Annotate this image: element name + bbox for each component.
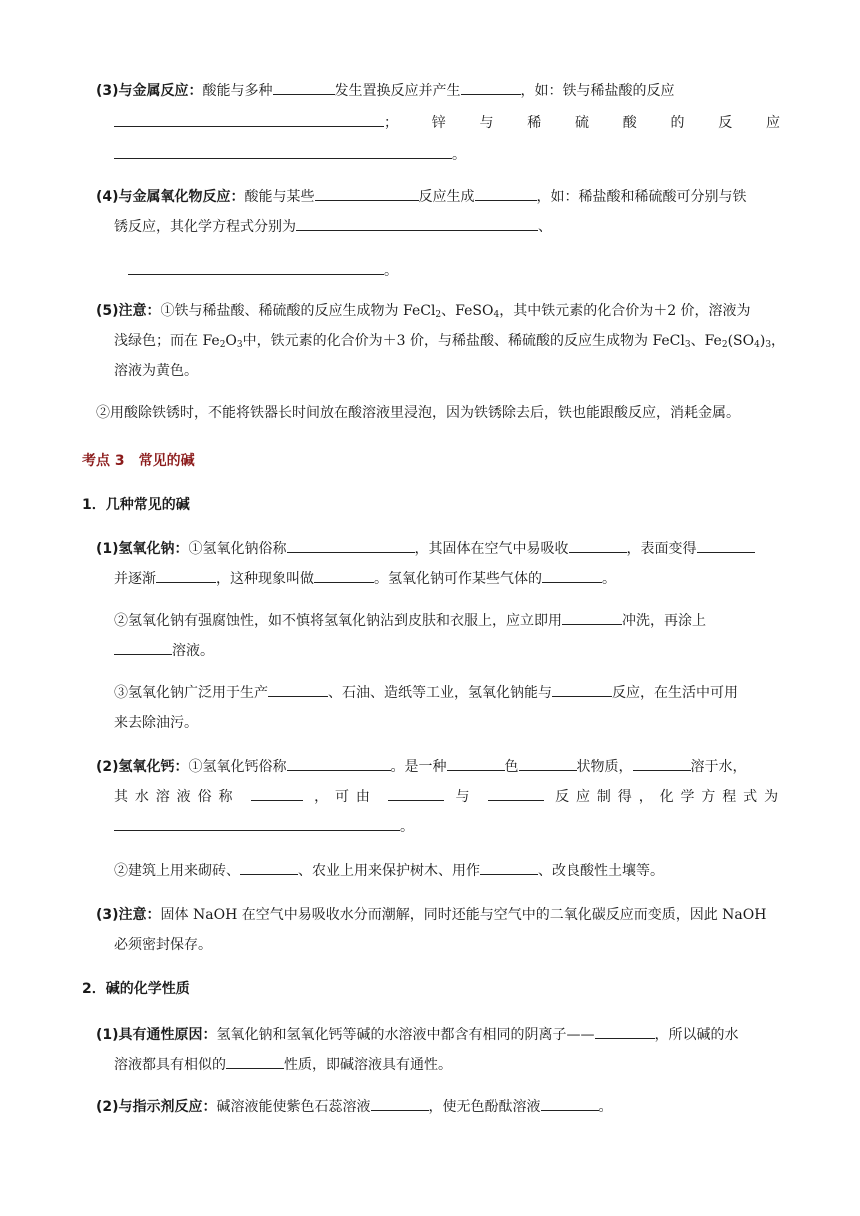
g2-line1: (2)与指示剂反应：碱溶液能使紫色石蕊溶液 ，使无色酚酞溶液 。 — [96, 1092, 613, 1122]
g1-line1: (1)具有通性原因：氢氧化钠和氢氧化钙等碱的水溶液中都含有相同的阴离子—— ，所以碱的水 — [96, 1020, 739, 1050]
blank — [541, 1096, 599, 1111]
s3-zinc-text: ；锌与稀硫酸的反应 — [384, 115, 780, 131]
s5-label: (5)注意： — [96, 303, 161, 319]
caoh-label: (2)氢氧化钙： — [96, 759, 189, 775]
blank — [562, 610, 622, 625]
blank — [633, 756, 691, 771]
naoh-line6: 来去除油污。 — [114, 715, 198, 731]
blank — [240, 860, 298, 875]
blank — [114, 640, 172, 655]
blank — [128, 260, 384, 275]
blank — [388, 786, 444, 801]
caoh-line4: ②建筑上用来砌砖、 、农业上用来保护树木、用作 、改良酸性土壤等。 — [114, 856, 664, 886]
blank — [251, 786, 303, 801]
blank — [519, 756, 577, 771]
blank — [595, 1024, 655, 1039]
s4-label: (4)与金属氧化物反应： — [96, 189, 245, 205]
blank — [114, 112, 384, 127]
blank — [447, 756, 505, 771]
blank — [371, 1096, 429, 1111]
naoh-line4: 溶液。 — [114, 636, 214, 666]
section-heading-kaodian3: 考点 3 常见的碱 — [82, 453, 195, 469]
blank — [287, 756, 391, 771]
blank — [552, 682, 612, 697]
blank — [542, 568, 602, 583]
s5-line4: ②用酸除铁锈时，不能将铁器长时间放在酸溶液里浸泡，因为铁锈除去后，铁也能跟酸反应，消耗金属。 — [96, 405, 740, 421]
blank — [156, 568, 216, 583]
blank — [226, 1054, 284, 1069]
blank — [475, 186, 537, 201]
blank — [273, 80, 335, 95]
naoh-line3: ②氢氧化钠有强腐蚀性，如不慎将氢氧化钠沾到皮肤和衣服上，应立即用 冲洗，再涂上 — [114, 606, 706, 636]
note3-line2: 必须密封保存。 — [114, 937, 212, 953]
naoh-line2: 并逐渐 ，这种现象叫做 。氢氧化钠可作某些气体的 。 — [114, 564, 616, 594]
naoh-line1: (1)氢氧化钠：①氢氧化钠俗称 ，其固体在空气中易吸收 ，表面变得 — [96, 534, 755, 564]
heading-base-properties: 2．碱的化学性质 — [82, 981, 190, 997]
s5-line2: 浅绿色；而在 $Fe_2O_3$中，铁元素的化合价为＋3 价，与稀盐酸、稀硫酸的反应生成物为 FeCl$_3$、$Fe_2(SO_4)_3$， — [114, 333, 786, 350]
blank — [569, 538, 627, 553]
s4-line2: 锈反应，其化学方程式分别为 、 — [114, 212, 552, 242]
blank — [296, 216, 538, 231]
heading-common-bases: 1．几种常见的碱 — [82, 497, 190, 513]
naoh-line5: ③氢氧化钠广泛用于生产 、石油、造纸等工业，氢氧化钠能与 反应，在生活中可用 — [114, 678, 738, 708]
blank — [114, 144, 452, 159]
blank — [287, 538, 415, 553]
s4-line1: (4)与金属氧化物反应：酸能与某些 反应生成 ，如：稀盐酸和稀硫酸可分别与铁 — [96, 182, 747, 212]
blank — [697, 538, 755, 553]
s3-label: (3)与金属反应： — [96, 83, 203, 99]
blank — [315, 186, 419, 201]
g2-label: (2)与指示剂反应： — [96, 1099, 217, 1115]
s3-line2 — [114, 108, 780, 138]
blank — [480, 860, 538, 875]
s4-line3: 。 — [128, 256, 398, 286]
blank — [314, 568, 374, 583]
s3-line3: 。 — [114, 140, 466, 170]
note3-label: (3)注意： — [96, 907, 161, 923]
note3-line1: (3)注意：固体 NaOH 在空气中易吸收水分而潮解，同时还能与空气中的二氧化碳反应而变质，因此 NaOH — [96, 907, 767, 923]
blank — [488, 786, 544, 801]
blank — [114, 816, 400, 831]
caoh-line3: 。 — [114, 812, 414, 842]
blank — [268, 682, 328, 697]
s5-line3: 溶液为黄色。 — [114, 363, 198, 379]
s5-line1: (5)注意：①铁与稀盐酸、稀硫酸的反应生成物为 FeCl$_2$、FeSO$_4$，其中铁元素的化合价为＋2 价，溶液为 — [96, 303, 751, 320]
caoh-line1: (2)氢氧化钙：①氢氧化钙俗称 。是一种 色 状物质， 溶于水， — [96, 752, 747, 782]
s3-line1: (3)与金属反应：酸能与多种 发生置换反应并产生 ，如：铁与稀盐酸的反应 — [96, 76, 675, 106]
caoh-line2: 其水溶液俗称 ，可由 与 反应制得，化学方程式为 — [114, 782, 778, 812]
g1-line2: 溶液都具有相似的 性质，即碱溶液具有通性。 — [114, 1050, 452, 1080]
g1-label: (1)具有通性原因： — [96, 1027, 217, 1043]
blank — [461, 80, 521, 95]
naoh-label: (1)氢氧化钠： — [96, 541, 189, 557]
